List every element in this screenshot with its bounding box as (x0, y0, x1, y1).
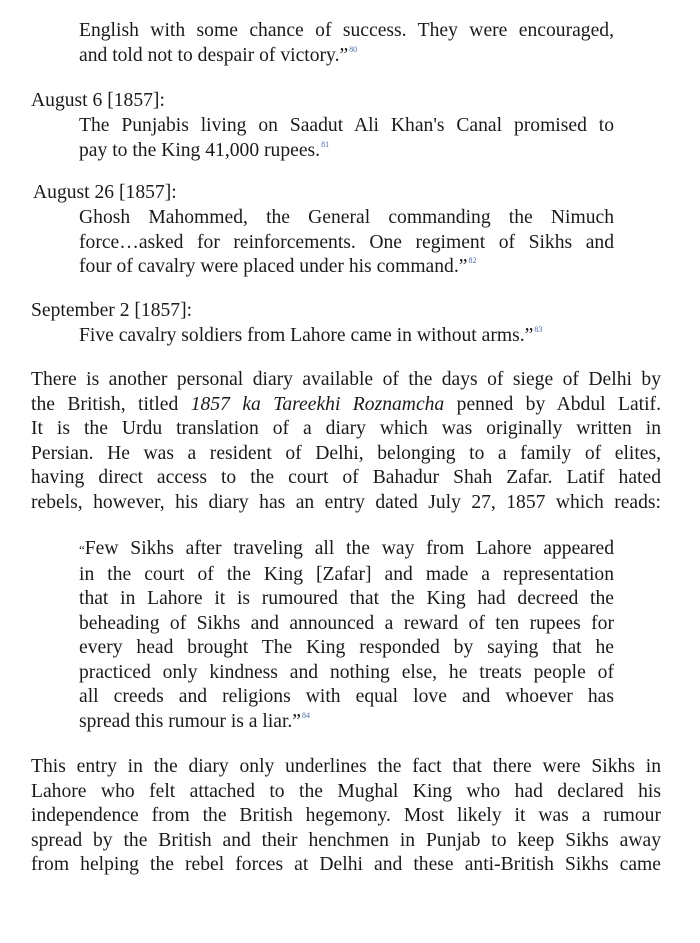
text-line: “Few Sikhs after traveling all the way from Lahore appeared (79, 538, 614, 559)
text-line: beheading of Sikhs and announced a reward of ten rupees for (79, 612, 614, 634)
body-paragraph-2 (31, 755, 661, 878)
text-line: pay to the King 41,000 rupees.$^{81}$ (79, 139, 330, 161)
diary-entry-continuation (79, 19, 614, 68)
text-line: Lahore who felt attached to the Mughal King who had declared his (31, 780, 661, 802)
footnote-ref-82[interactable]: 82 (468, 256, 477, 265)
diary-date-aug-26: August 26 [1857]: (33, 182, 177, 203)
text-line: spread by the British and their henchmen in Punjab to keep Sikhs away (31, 829, 661, 851)
body-paragraph-1 (31, 368, 661, 515)
diary-date-aug-6: August 6 [1857]: (31, 90, 165, 111)
diary-entry-aug-6 (79, 114, 614, 163)
text-line: The Punjabis living on Saadut Ali Khan's Canal promised to (79, 115, 614, 136)
text-line: practiced only kindness and nothing else, he treats people of (79, 661, 614, 683)
footnote-ref-84[interactable]: 84 (302, 710, 311, 720)
text-line: rebels, however, his diary has an entry dated July 27, 1857 which reads: (31, 491, 661, 513)
text-line: Five cavalry soldiers from Lahore came in without arms.”$^{83}$ (79, 325, 543, 346)
block-quote (79, 537, 614, 734)
diary-entry-aug-26 (79, 206, 614, 280)
text-line: in the court of the King [Zafar] and made a representation (79, 563, 614, 585)
text-line: Persian. He was a resident of Delhi, belonging to a family of elites, (31, 442, 661, 464)
text-line: and told not to despair of victory.”$^{80}$ (79, 44, 358, 66)
text-line: force…asked for reinforcements. One regiment of Sikhs and (79, 231, 614, 253)
text-line: every head brought The King responded by saying that he (79, 637, 614, 658)
text-line: English with some chance of success. They were encouraged, (79, 20, 614, 41)
text-line: all creeds and religions with equal love and whoever has (79, 686, 614, 707)
diary-date-sep-2: September 2 [1857]: (31, 300, 193, 321)
text-line: having direct access to the court of Bahadur Shah Zafar. Latif hated (31, 467, 661, 488)
text-line: from helping the rebel forces at Delhi and these anti-British Sikhs came (31, 854, 661, 875)
text-line: There is another personal diary available of the days of siege of Delhi by (31, 369, 661, 390)
book-title: 1857 ka Tareekhi Roznamcha (190, 393, 445, 415)
diary-entry-sep-2 (79, 324, 614, 349)
footnote-ref-80[interactable]: 80 (349, 44, 358, 54)
text-line: spread this rumour is a liar.”$^{84}$ (79, 710, 311, 732)
text-line: the British, titled 1857 ka Tareekhi Roznamcha penned by Abdul Latif. (31, 393, 661, 415)
text-line: It is the Urdu translation of a diary which was originally written in (31, 418, 661, 439)
text-line: that in Lahore it is rumoured that the King had decreed the (79, 588, 614, 609)
text-line: independence from the British hegemony. Most likely it was a rumour (31, 805, 661, 826)
text-line: This entry in the diary only underlines the fact that there were Sikhs in (31, 756, 661, 777)
text-line: four of cavalry were placed under his command.”$^{82}$ (79, 256, 477, 277)
footnote-ref-83[interactable]: 83 (534, 325, 543, 334)
footnote-ref-81[interactable]: 81 (321, 139, 330, 149)
text-line: Ghosh Mahommed, the General commanding the Nimuch (79, 207, 614, 228)
open-quote-mark: “ (79, 542, 85, 557)
